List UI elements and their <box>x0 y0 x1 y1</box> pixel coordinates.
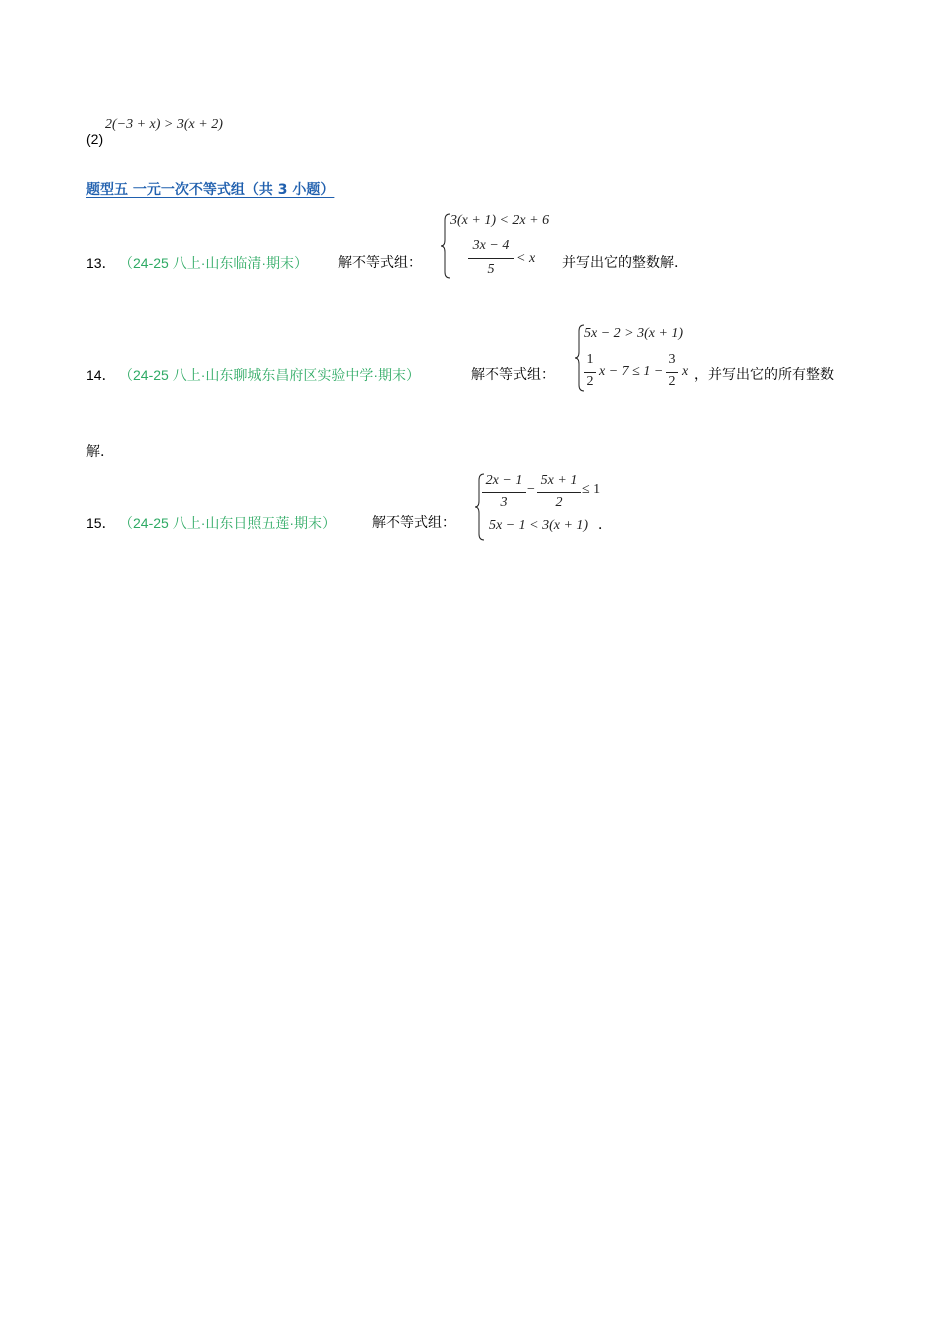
problem-prompt: 解不等式组： <box>338 255 422 271</box>
problem-suffix-continued: 解. <box>86 444 105 460</box>
section-heading[interactable]: 题型五 一元一次不等式组（共 3 小题） <box>86 182 335 198</box>
fraction-denominator: 5 <box>487 262 495 277</box>
problem-prompt: 解不等式组： <box>471 367 555 383</box>
system-line-2-end: x <box>682 364 689 379</box>
problem-number: 14． <box>86 367 116 383</box>
system-line-2-rest: < x <box>516 251 536 266</box>
fraction-bar <box>468 258 514 259</box>
fraction-numerator: 3 <box>668 352 676 367</box>
fraction-denominator: 2 <box>668 374 676 389</box>
fraction-denominator: 2 <box>586 374 594 389</box>
fraction-numerator: 1 <box>586 352 594 367</box>
system-line-2: 5x − 1 < 3(x + 1) <box>489 518 589 533</box>
fraction <box>666 352 678 392</box>
problem-suffix: ，并写出它的所有整数 <box>694 367 834 383</box>
fraction-bar <box>584 372 596 373</box>
minus-sign: − <box>527 482 535 497</box>
problem-source: （24-25 八上·山东日照五莲·期末） <box>119 515 337 531</box>
fraction-numerator: 3x − 4 <box>472 238 510 253</box>
system-line-1: 3(x + 1) < 2x + 6 <box>450 213 550 228</box>
system-line-1-end: ≤ 1 <box>582 482 601 497</box>
problem-suffix: ． <box>598 517 612 533</box>
problem-prompt: 解不等式组： <box>372 515 456 531</box>
fraction-denominator: 2 <box>555 495 563 510</box>
problem-source: （24-25 八上·山东聊城东昌府区实验中学·期末） <box>119 367 421 383</box>
fraction-numerator: 5x + 1 <box>540 473 578 488</box>
system-line-1: 5x − 2 > 3(x + 1) <box>584 326 684 341</box>
fraction <box>468 238 514 278</box>
problem-number: 15． <box>86 515 116 531</box>
fraction <box>584 352 596 392</box>
problem-number: 13． <box>86 255 116 271</box>
fraction <box>482 473 526 513</box>
fraction-bar <box>666 372 678 373</box>
problem-source: （24-25 八上·山东临清·期末） <box>119 255 309 271</box>
part-label: (2) <box>86 131 104 147</box>
fraction <box>537 473 581 513</box>
system-line-2-mid: x − 7 ≤ 1 − <box>599 364 664 379</box>
fraction-denominator: 3 <box>500 495 508 510</box>
fraction-numerator: 2x − 1 <box>485 473 523 488</box>
fraction-bar <box>537 492 581 493</box>
part-expression: 2(−3 + x) > 3(x + 2) <box>105 117 223 132</box>
problem-suffix: 并写出它的整数解. <box>562 255 679 271</box>
fraction-bar <box>482 492 526 493</box>
